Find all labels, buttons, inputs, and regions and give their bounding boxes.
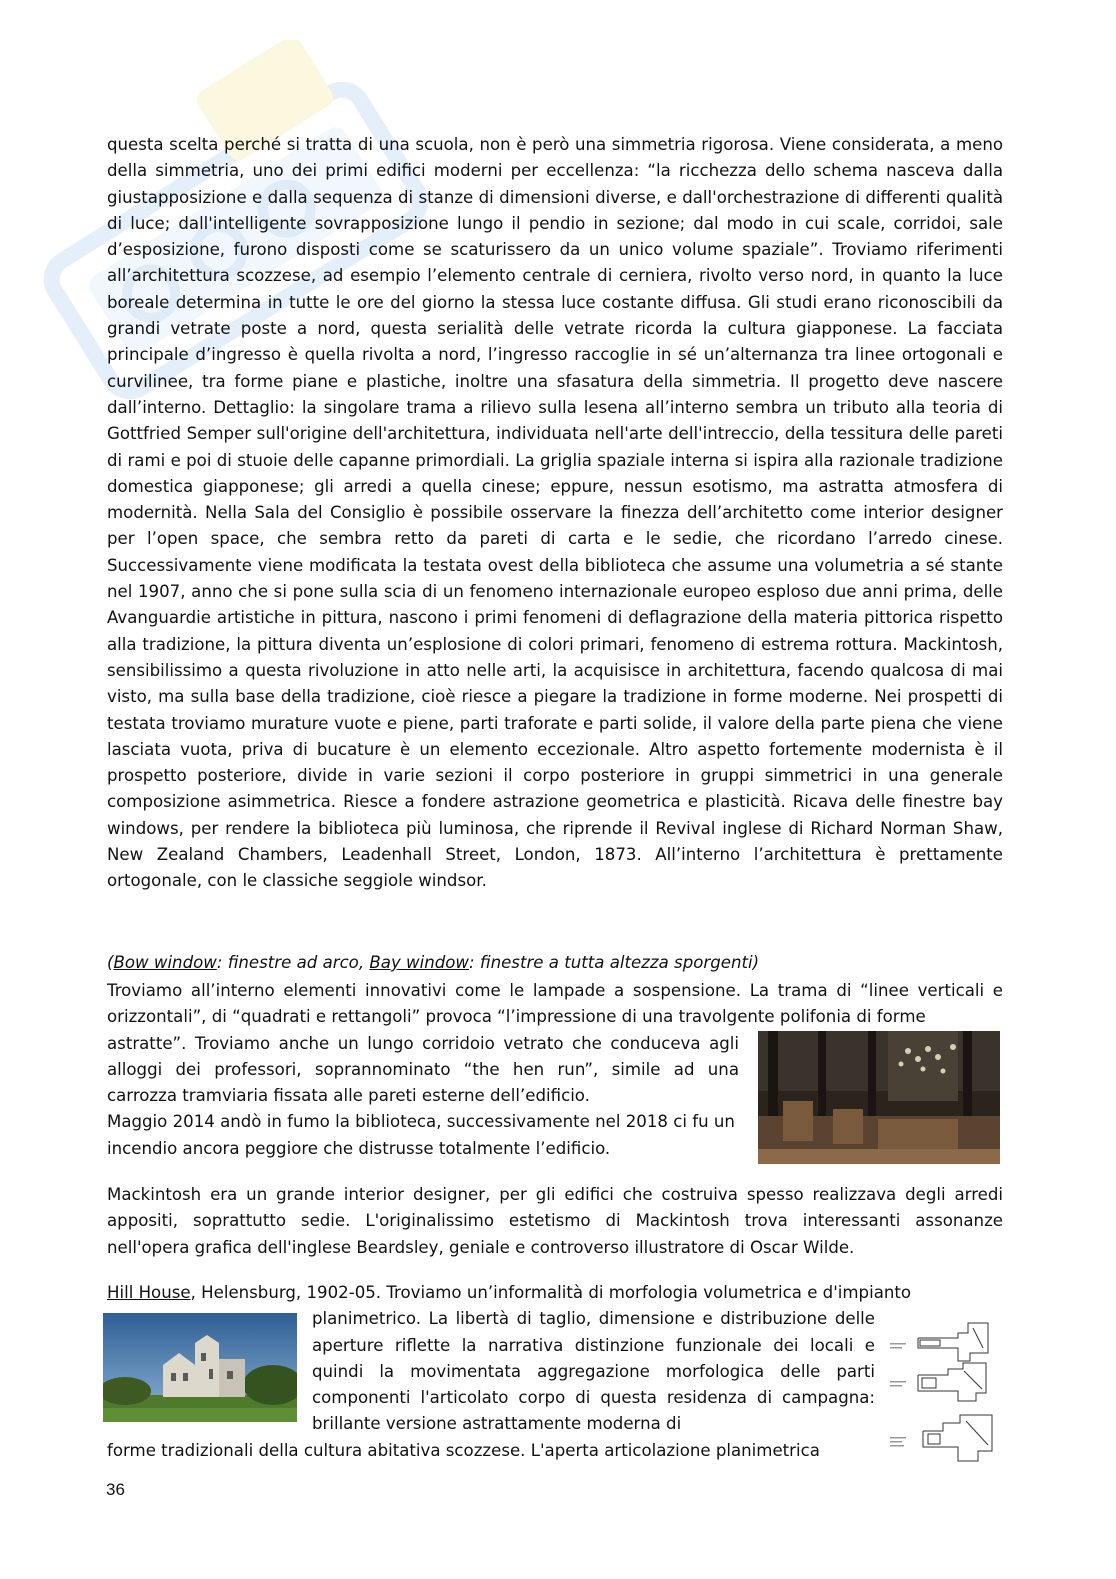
term-bow-window: Bow window [113,953,217,972]
floor-plans-drawing [888,1313,1000,1465]
term-bay-window: Bay window [369,953,469,972]
page-number: 36 [106,1480,125,1499]
paragraph-text: questa scelta perché si tratta di una scuola, non è però una simmetria rigorosa. Viene considerata, a meno della simmetria, uno dei primi edifici moderni per eccellenza: “la ricchezza dello schema nasceva dalla giustapposizione e dalla sequenza di stanze di dimensioni diverse, e dall'orchestrazione di differenti qualità di luce; dall'intelligente sovrapposizione lungo il pendio in sezione; dal modo in cui scale, corridoi, sale d’esposizione, furono disposti come se scaturissero da un unico volume spaziale”. Troviamo riferimenti all’architettura scozzese, ad esempio l’elemento centrale di cerniera, rivolto verso nord, in quanto la luce boreale determina in tutte le ore del giorno la stessa luce costante diffusa. Gli studi erano riconoscibili da grandi vetrate poste a nord, questa serialità delle vetrate ricorda la cultura giapponese. La facciata principale d’ingresso è quella rivolta a nord, l’ingresso raccoglie in sé un’alternanza tra linee ortogonali e curvilinee, tra forme piane e plastiche, inoltre una sfasatura della simmetria. Il progetto deve nascere dall’interno. Dettaglio: la singolare trama a rilievo sulla lesena all’interno sembra un tributo alla teoria di Gottfried Semper sull'origine dell'architettura, individuata nell'arte dell'intreccio, della tessitura delle pareti di rami e poi di stuoie delle capanne primordiali. La griglia spaziale interna si ispira alla razionale tradizione domestica giapponese; gli arredi a quella cinese; eppure, nessun esotismo, ma astratta atmosfera di modernità. Nella Sala del Consiglio è possibile osservare la finezza dell’architetto come interior designer per l’open space, che sembra retto da pareti di carta e le sedie, che ricordano l’arredo cinese. Successivamente viene modificata la testata ovest della biblioteca che assume una volumetria a sé stante nel 1907, anno che si pone sulla scia di un fenomeno internazionale europeo esploso due anni prima, delle Avanguardie artistiche in pittura, nascono i primi fenomeni di deflagrazione della materia pittorica rispetto alla tradizione, la pittura diventa un’esplosione di colori primari, fenomeno di estrema rottura. Mackintosh, sensibilissimo a questa rivoluzione in atto nelle arti, la acquisisce in architettura, facendo qualcosa di mai visto, ma sulla base della tradizione, cioè riesce a piegare la tradizione in forme moderne. Nei prospetti di testata troviamo murature vuote e piene, parti traforate e parti solide, il valore della parte piena che viene lasciata vuota, priva di bucature è un elemento eccezionale. Altro aspetto fortemente modernista è il prospetto posteriore, divide in varie sezioni il corpo posteriore in gruppi simmetrici in una generale composizione asimmetrica. Riesce a fondere astrazione geometrica e plasticità. Ricava delle finestre bay windows, per rendere la biblioteca più luminosa, che riprende il Revival inglese di Richard Norman Shaw, New Zealand Chambers, Leadenhall Street, London, 1873. All’interno l’architettura è prettamente ortogonale, con le classiche seggiole windsor. [107,135,1003,891]
paragraph-text: Troviamo all’interno elementi innovativi come le lampade a sospensione. La trama di “linee verticali e orizzontali”, di “quadrati e rettangoli” provoca “l’impressione di una travolgente polifonia di forme [107,981,1003,1027]
term-hill-house: Hill House [107,1283,191,1302]
paragraph-text: planimetrico. La libertà di taglio, dimensione e distribuzione delle aperture riflette la narrativa distinzione funzionale dei locali e quindi la movimentata aggregazione morfologica delle parti componenti l'articolato corpo di questa residenza di campagna: brillante versione astrattamente moderna di [312,1309,875,1434]
hill-house-photo [103,1313,297,1422]
paragraph-text: Mackintosh era un grande interior designer, per gli edifici che costruiva spesso realizzava degli arredi appositi, soprattutto sedie. L'originalissimo estetismo di Mackintosh trova interessanti assonanze nell'opera grafica dell'inglese Beardsley, geniale e controverso illustratore di Oscar Wilde. [107,1185,1003,1257]
body-paragraph-main [107,132,1003,895]
library-interior-photo [758,1031,1000,1164]
paragraph-text: astratte”. Troviamo anche un lungo corridoio vetrato che conduceva agli alloggi dei professori, soprannominato “the hen run”, simile ad una carrozza tramviaria fissata alle pareti esterne dell’edificio. [107,1033,739,1106]
paragraph-text: Hill House, Helensburg, 1902-05. Troviamo un’informalità di morfologia volumetrica e d'impianto [107,1283,912,1302]
paragraph-text: forme tradizionali della cultura abitativa scozzese. L'aperta articolazione planimetrica [107,1440,820,1460]
body-paragraph-designer [107,1182,1003,1261]
paragraph-text: Maggio 2014 andò in fumo la biblioteca, successivamente nel 2018 ci fu un incendio ancora peggiore che distrusse totalmente l’edificio. [107,1112,735,1158]
window-definition-note: (Bow window: finestre ad arco, Bay window: finestre a tutta altezza sporgenti) [107,953,760,972]
